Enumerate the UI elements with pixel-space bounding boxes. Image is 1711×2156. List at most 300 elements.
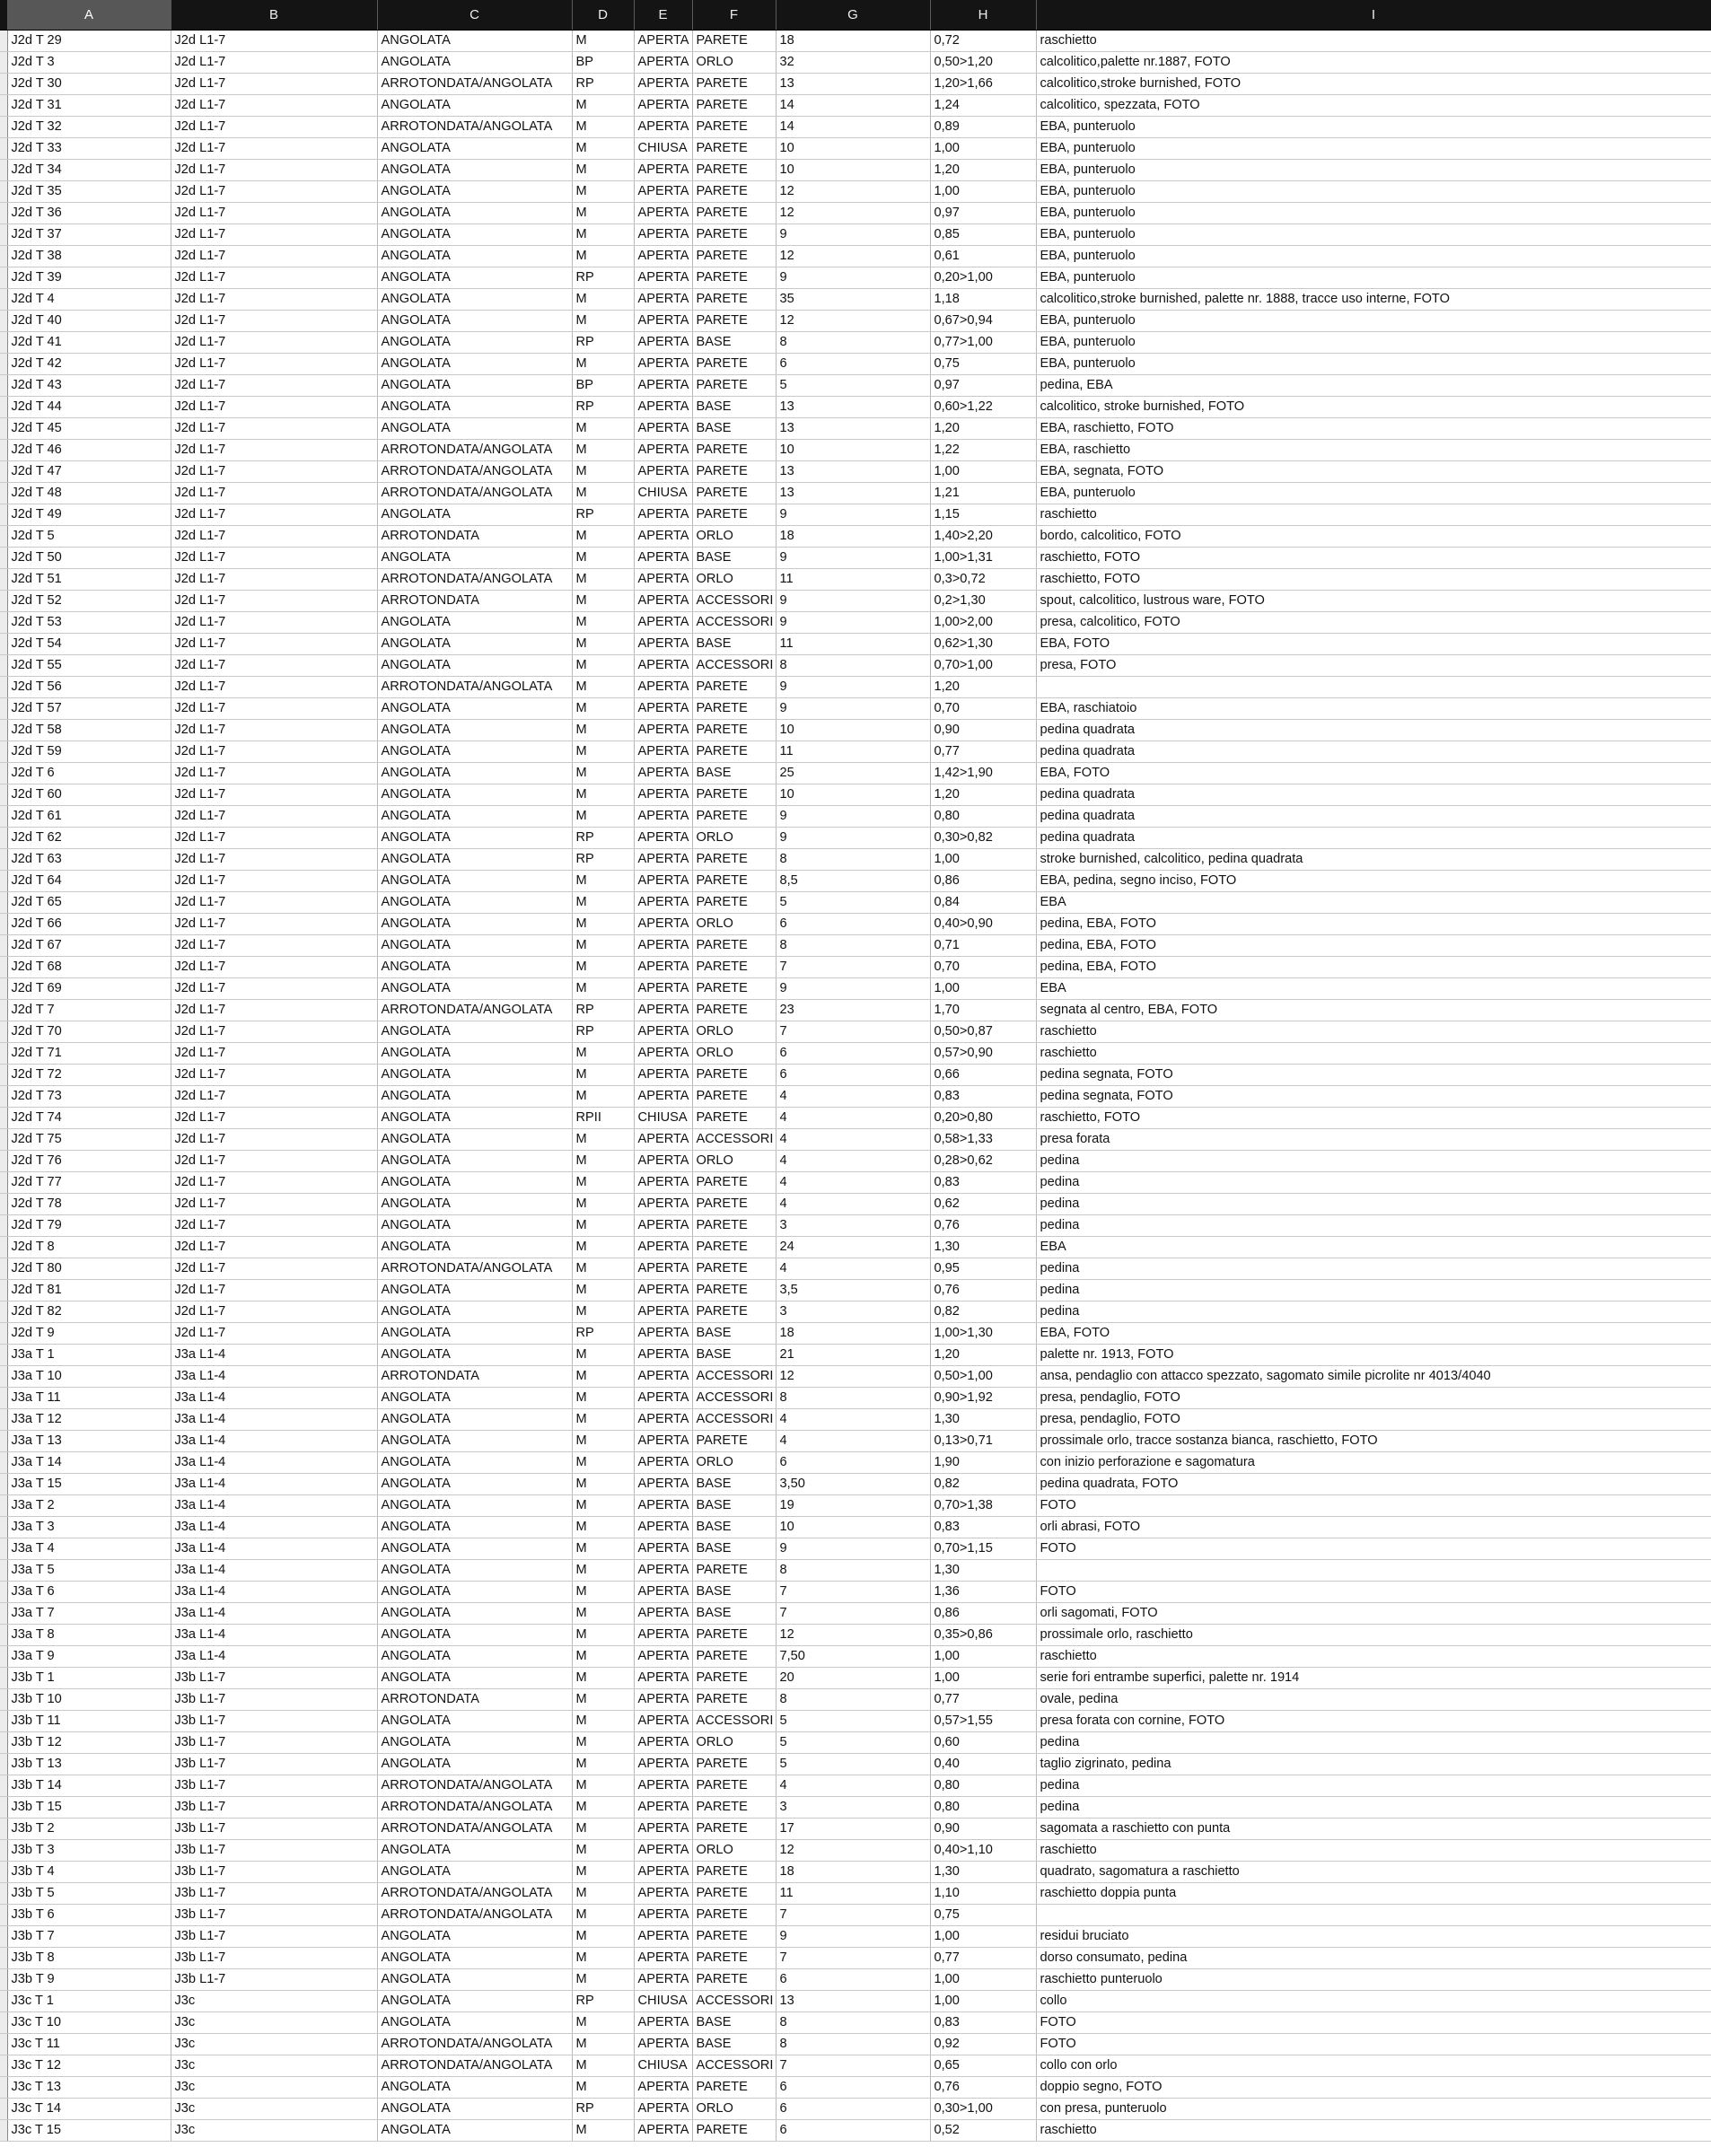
cell-d[interactable]: M: [572, 806, 634, 828]
row-gutter[interactable]: [0, 634, 7, 655]
cell-g[interactable]: 3: [776, 1215, 930, 1237]
cell-h[interactable]: 0,86: [930, 1603, 1036, 1625]
row-gutter[interactable]: [0, 1711, 7, 1732]
cell-e[interactable]: APERTA: [634, 160, 692, 181]
row-gutter[interactable]: [0, 311, 7, 332]
column-header-g[interactable]: G: [776, 0, 930, 31]
cell-c[interactable]: ARROTONDATA: [377, 591, 572, 612]
cell-f[interactable]: ACCESSORI: [692, 612, 776, 634]
cell-e[interactable]: APERTA: [634, 871, 692, 892]
cell-e[interactable]: APERTA: [634, 957, 692, 978]
cell-a[interactable]: J2d T 37: [7, 224, 171, 246]
cell-a[interactable]: J2d T 39: [7, 267, 171, 289]
cell-a[interactable]: J2d T 53: [7, 612, 171, 634]
cell-g[interactable]: 18: [776, 1323, 930, 1345]
cell-d[interactable]: M: [572, 2077, 634, 2099]
cell-b[interactable]: J2d L1-7: [171, 1258, 377, 1280]
cell-d[interactable]: M: [572, 591, 634, 612]
cell-h[interactable]: 0,82: [930, 1474, 1036, 1495]
cell-i[interactable]: raschietto: [1036, 1043, 1711, 1065]
cell-e[interactable]: APERTA: [634, 354, 692, 375]
cell-a[interactable]: J2d T 74: [7, 1108, 171, 1129]
cell-d[interactable]: M: [572, 1668, 634, 1689]
cell-f[interactable]: BASE: [692, 634, 776, 655]
cell-a[interactable]: J2d T 44: [7, 397, 171, 418]
cell-c[interactable]: ANGOLATA: [377, 1345, 572, 1366]
cell-e[interactable]: APERTA: [634, 935, 692, 957]
cell-c[interactable]: ANGOLATA: [377, 1280, 572, 1301]
cell-a[interactable]: J3a T 6: [7, 1582, 171, 1603]
cell-b[interactable]: J2d L1-7: [171, 267, 377, 289]
cell-h[interactable]: 1,70: [930, 1000, 1036, 1021]
cell-g[interactable]: 11: [776, 741, 930, 763]
cell-f[interactable]: ORLO: [692, 526, 776, 548]
cell-h[interactable]: 0,83: [930, 2012, 1036, 2034]
cell-b[interactable]: J3b L1-7: [171, 1689, 377, 1711]
cell-b[interactable]: J3a L1-4: [171, 1452, 377, 1474]
cell-d[interactable]: M: [572, 246, 634, 267]
cell-c[interactable]: ANGOLATA: [377, 978, 572, 1000]
row-gutter[interactable]: [0, 1797, 7, 1819]
cell-e[interactable]: APERTA: [634, 849, 692, 871]
cell-e[interactable]: APERTA: [634, 1711, 692, 1732]
cell-f[interactable]: PARETE: [692, 267, 776, 289]
cell-c[interactable]: ANGOLATA: [377, 1625, 572, 1646]
cell-d[interactable]: M: [572, 1452, 634, 1474]
cell-i[interactable]: calcolitico, spezzata, FOTO: [1036, 95, 1711, 117]
cell-c[interactable]: ANGOLATA: [377, 160, 572, 181]
cell-h[interactable]: 0,40>1,10: [930, 1840, 1036, 1862]
cell-d[interactable]: M: [572, 655, 634, 677]
cell-f[interactable]: ACCESSORI: [692, 1388, 776, 1409]
cell-f[interactable]: ACCESSORI: [692, 2055, 776, 2077]
cell-e[interactable]: APERTA: [634, 246, 692, 267]
cell-e[interactable]: APERTA: [634, 224, 692, 246]
cell-b[interactable]: J2d L1-7: [171, 354, 377, 375]
cell-d[interactable]: M: [572, 935, 634, 957]
cell-g[interactable]: 5: [776, 1711, 930, 1732]
cell-h[interactable]: 0,58>1,33: [930, 1129, 1036, 1151]
cell-c[interactable]: ANGOLATA: [377, 375, 572, 397]
cell-i[interactable]: ansa, pendaglio con attacco spezzato, sagomato simile picrolite nr 4013/4040: [1036, 1366, 1711, 1388]
cell-g[interactable]: 8: [776, 655, 930, 677]
row-gutter[interactable]: [0, 332, 7, 354]
cell-i[interactable]: serie fori entrambe superfici, palette nr. 1914: [1036, 1668, 1711, 1689]
cell-e[interactable]: APERTA: [634, 1732, 692, 1754]
cell-i[interactable]: EBA, punteruolo: [1036, 483, 1711, 504]
cell-c[interactable]: ANGOLATA: [377, 720, 572, 741]
cell-i[interactable]: pedina: [1036, 1775, 1711, 1797]
cell-d[interactable]: M: [572, 181, 634, 203]
cell-e[interactable]: APERTA: [634, 397, 692, 418]
cell-f[interactable]: PARETE: [692, 1819, 776, 1840]
cell-g[interactable]: 9: [776, 612, 930, 634]
cell-e[interactable]: APERTA: [634, 504, 692, 526]
cell-b[interactable]: J2d L1-7: [171, 160, 377, 181]
cell-b[interactable]: J3a L1-4: [171, 1495, 377, 1517]
cell-b[interactable]: J3a L1-4: [171, 1517, 377, 1538]
cell-g[interactable]: 14: [776, 117, 930, 138]
cell-h[interactable]: 1,20>1,66: [930, 74, 1036, 95]
cell-d[interactable]: M: [572, 31, 634, 52]
cell-a[interactable]: J3c T 1: [7, 1991, 171, 2012]
cell-f[interactable]: PARETE: [692, 1797, 776, 1819]
cell-b[interactable]: J2d L1-7: [171, 1172, 377, 1194]
cell-f[interactable]: PARETE: [692, 1172, 776, 1194]
cell-a[interactable]: J2d T 77: [7, 1172, 171, 1194]
cell-h[interactable]: 1,00: [930, 1991, 1036, 2012]
cell-c[interactable]: ANGOLATA: [377, 849, 572, 871]
cell-e[interactable]: APERTA: [634, 95, 692, 117]
cell-h[interactable]: 0,83: [930, 1172, 1036, 1194]
row-gutter[interactable]: [0, 1194, 7, 1215]
cell-e[interactable]: APERTA: [634, 1237, 692, 1258]
cell-c[interactable]: ANGOLATA: [377, 1840, 572, 1862]
cell-b[interactable]: J2d L1-7: [171, 397, 377, 418]
cell-b[interactable]: J3b L1-7: [171, 1969, 377, 1991]
cell-d[interactable]: M: [572, 1366, 634, 1388]
cell-i[interactable]: FOTO: [1036, 1582, 1711, 1603]
cell-e[interactable]: APERTA: [634, 914, 692, 935]
cell-a[interactable]: J3b T 12: [7, 1732, 171, 1754]
cell-c[interactable]: ANGOLATA: [377, 289, 572, 311]
cell-a[interactable]: J2d T 60: [7, 784, 171, 806]
cell-d[interactable]: M: [572, 289, 634, 311]
cell-g[interactable]: 3: [776, 1301, 930, 1323]
cell-d[interactable]: M: [572, 1215, 634, 1237]
cell-g[interactable]: 3,50: [776, 1474, 930, 1495]
row-gutter[interactable]: [0, 720, 7, 741]
cell-h[interactable]: 0,20>1,00: [930, 267, 1036, 289]
cell-c[interactable]: ANGOLATA: [377, 1431, 572, 1452]
cell-g[interactable]: 5: [776, 1754, 930, 1775]
cell-e[interactable]: APERTA: [634, 1840, 692, 1862]
cell-i[interactable]: EBA, FOTO: [1036, 634, 1711, 655]
cell-i[interactable]: raschietto, FOTO: [1036, 1108, 1711, 1129]
cell-d[interactable]: M: [572, 1732, 634, 1754]
cell-e[interactable]: APERTA: [634, 117, 692, 138]
cell-h[interactable]: 0,57>0,90: [930, 1043, 1036, 1065]
row-gutter[interactable]: [0, 1991, 7, 2012]
cell-b[interactable]: J2d L1-7: [171, 1301, 377, 1323]
cell-h[interactable]: 1,10: [930, 1883, 1036, 1905]
cell-a[interactable]: J3a T 12: [7, 1409, 171, 1431]
cell-a[interactable]: J3a T 14: [7, 1452, 171, 1474]
cell-d[interactable]: M: [572, 677, 634, 698]
cell-g[interactable]: 9: [776, 224, 930, 246]
cell-c[interactable]: ARROTONDATA/ANGOLATA: [377, 74, 572, 95]
cell-f[interactable]: PARETE: [692, 1969, 776, 1991]
cell-f[interactable]: ORLO: [692, 1840, 776, 1862]
cell-h[interactable]: 0,75: [930, 354, 1036, 375]
cell-c[interactable]: ARROTONDATA: [377, 1366, 572, 1388]
cell-e[interactable]: APERTA: [634, 806, 692, 828]
row-gutter[interactable]: [0, 1646, 7, 1668]
cell-c[interactable]: ANGOLATA: [377, 246, 572, 267]
cell-c[interactable]: ANGOLATA: [377, 763, 572, 784]
cell-d[interactable]: M: [572, 224, 634, 246]
cell-d[interactable]: M: [572, 978, 634, 1000]
cell-e[interactable]: APERTA: [634, 1797, 692, 1819]
cell-c[interactable]: ANGOLATA: [377, 2120, 572, 2142]
cell-g[interactable]: 18: [776, 31, 930, 52]
cell-e[interactable]: APERTA: [634, 892, 692, 914]
cell-c[interactable]: ANGOLATA: [377, 181, 572, 203]
row-gutter[interactable]: [0, 1151, 7, 1172]
cell-h[interactable]: 0,70: [930, 698, 1036, 720]
cell-i[interactable]: raschietto doppia punta: [1036, 1883, 1711, 1905]
cell-a[interactable]: J3a T 15: [7, 1474, 171, 1495]
cell-c[interactable]: ANGOLATA: [377, 957, 572, 978]
cell-b[interactable]: J3b L1-7: [171, 1711, 377, 1732]
cell-b[interactable]: J2d L1-7: [171, 1021, 377, 1043]
cell-a[interactable]: J2d T 35: [7, 181, 171, 203]
cell-f[interactable]: ORLO: [692, 828, 776, 849]
row-gutter[interactable]: [0, 1905, 7, 1926]
cell-a[interactable]: J3b T 4: [7, 1862, 171, 1883]
cell-b[interactable]: J2d L1-7: [171, 741, 377, 763]
cell-b[interactable]: J2d L1-7: [171, 871, 377, 892]
cell-h[interactable]: 0,52: [930, 2120, 1036, 2142]
cell-h[interactable]: 0,40>0,90: [930, 914, 1036, 935]
cell-h[interactable]: 1,18: [930, 289, 1036, 311]
cell-g[interactable]: 3: [776, 1797, 930, 1819]
column-header-e[interactable]: E: [634, 0, 692, 31]
cell-f[interactable]: PARETE: [692, 203, 776, 224]
cell-e[interactable]: APERTA: [634, 267, 692, 289]
cell-g[interactable]: 6: [776, 2099, 930, 2120]
cell-d[interactable]: M: [572, 1517, 634, 1538]
cell-h[interactable]: 0,3>0,72: [930, 569, 1036, 591]
cell-h[interactable]: 0,13>0,71: [930, 1431, 1036, 1452]
cell-h[interactable]: 0,50>1,00: [930, 1366, 1036, 1388]
cell-i[interactable]: FOTO: [1036, 1495, 1711, 1517]
cell-c[interactable]: ANGOLATA: [377, 138, 572, 160]
cell-d[interactable]: M: [572, 2012, 634, 2034]
cell-g[interactable]: 9: [776, 1538, 930, 1560]
cell-h[interactable]: 1,90: [930, 1452, 1036, 1474]
cell-a[interactable]: J3b T 13: [7, 1754, 171, 1775]
cell-d[interactable]: RP: [572, 504, 634, 526]
row-gutter[interactable]: [0, 1495, 7, 1517]
cell-g[interactable]: 7: [776, 1021, 930, 1043]
cell-a[interactable]: J2d T 36: [7, 203, 171, 224]
cell-d[interactable]: M: [572, 1495, 634, 1517]
cell-c[interactable]: ANGOLATA: [377, 1603, 572, 1625]
cell-f[interactable]: PARETE: [692, 1668, 776, 1689]
cell-a[interactable]: J3b T 8: [7, 1948, 171, 1969]
cell-e[interactable]: APERTA: [634, 1775, 692, 1797]
cell-c[interactable]: ANGOLATA: [377, 203, 572, 224]
cell-f[interactable]: PARETE: [692, 181, 776, 203]
cell-e[interactable]: APERTA: [634, 1646, 692, 1668]
cell-c[interactable]: ANGOLATA: [377, 1021, 572, 1043]
cell-h[interactable]: 1,20: [930, 784, 1036, 806]
cell-a[interactable]: J2d T 43: [7, 375, 171, 397]
cell-a[interactable]: J3a T 7: [7, 1603, 171, 1625]
row-gutter[interactable]: [0, 1754, 7, 1775]
row-gutter[interactable]: [0, 1431, 7, 1452]
cell-e[interactable]: APERTA: [634, 1495, 692, 1517]
cell-f[interactable]: PARETE: [692, 246, 776, 267]
cell-h[interactable]: 1,20: [930, 677, 1036, 698]
cell-d[interactable]: M: [572, 1560, 634, 1582]
cell-a[interactable]: J2d T 58: [7, 720, 171, 741]
cell-c[interactable]: ANGOLATA: [377, 2077, 572, 2099]
row-gutter[interactable]: [0, 698, 7, 720]
cell-b[interactable]: J2d L1-7: [171, 828, 377, 849]
row-gutter[interactable]: [0, 461, 7, 483]
row-gutter[interactable]: [0, 763, 7, 784]
cell-h[interactable]: 0,57>1,55: [930, 1711, 1036, 1732]
cell-c[interactable]: ANGOLATA: [377, 332, 572, 354]
cell-b[interactable]: J3c: [171, 2034, 377, 2055]
cell-g[interactable]: 6: [776, 914, 930, 935]
cell-a[interactable]: J2d T 62: [7, 828, 171, 849]
cell-i[interactable]: doppio segno, FOTO: [1036, 2077, 1711, 2099]
cell-d[interactable]: M: [572, 1840, 634, 1862]
cell-f[interactable]: PARETE: [692, 160, 776, 181]
cell-h[interactable]: 1,00: [930, 1926, 1036, 1948]
cell-b[interactable]: J2d L1-7: [171, 461, 377, 483]
row-gutter[interactable]: [0, 612, 7, 634]
cell-e[interactable]: APERTA: [634, 52, 692, 74]
cell-i[interactable]: presa forata con cornine, FOTO: [1036, 1711, 1711, 1732]
cell-a[interactable]: J3a T 13: [7, 1431, 171, 1452]
cell-g[interactable]: 8: [776, 935, 930, 957]
cell-g[interactable]: 14: [776, 95, 930, 117]
row-gutter[interactable]: [0, 548, 7, 569]
cell-d[interactable]: RP: [572, 1000, 634, 1021]
cell-g[interactable]: 13: [776, 483, 930, 504]
cell-h[interactable]: 1,00: [930, 1646, 1036, 1668]
cell-a[interactable]: J2d T 54: [7, 634, 171, 655]
cell-i[interactable]: pedina, EBA, FOTO: [1036, 957, 1711, 978]
cell-f[interactable]: PARETE: [692, 504, 776, 526]
cell-i[interactable]: EBA, punteruolo: [1036, 181, 1711, 203]
cell-f[interactable]: ACCESSORI: [692, 1991, 776, 2012]
cell-b[interactable]: J2d L1-7: [171, 440, 377, 461]
cell-c[interactable]: ARROTONDATA/ANGOLATA: [377, 1905, 572, 1926]
cell-h[interactable]: 1,30: [930, 1862, 1036, 1883]
row-gutter[interactable]: [0, 160, 7, 181]
cell-b[interactable]: J3b L1-7: [171, 1862, 377, 1883]
cell-e[interactable]: APERTA: [634, 1366, 692, 1388]
cell-i[interactable]: presa forata: [1036, 1129, 1711, 1151]
cell-f[interactable]: PARETE: [692, 1258, 776, 1280]
cell-g[interactable]: 35: [776, 289, 930, 311]
cell-b[interactable]: J2d L1-7: [171, 181, 377, 203]
cell-g[interactable]: 25: [776, 763, 930, 784]
cell-g[interactable]: 8: [776, 2034, 930, 2055]
cell-h[interactable]: 1,22: [930, 440, 1036, 461]
cell-f[interactable]: PARETE: [692, 1905, 776, 1926]
cell-b[interactable]: J3b L1-7: [171, 1797, 377, 1819]
cell-b[interactable]: J3b L1-7: [171, 1905, 377, 1926]
cell-c[interactable]: ANGOLATA: [377, 871, 572, 892]
cell-a[interactable]: J2d T 6: [7, 763, 171, 784]
cell-a[interactable]: J3a T 4: [7, 1538, 171, 1560]
cell-a[interactable]: J2d T 72: [7, 1065, 171, 1086]
cell-b[interactable]: J2d L1-7: [171, 138, 377, 160]
cell-i[interactable]: raschietto: [1036, 2120, 1711, 2142]
cell-e[interactable]: APERTA: [634, 612, 692, 634]
cell-g[interactable]: 20: [776, 1668, 930, 1689]
cell-e[interactable]: APERTA: [634, 1538, 692, 1560]
cell-f[interactable]: PARETE: [692, 1215, 776, 1237]
cell-c[interactable]: ANGOLATA: [377, 1452, 572, 1474]
cell-a[interactable]: J2d T 50: [7, 548, 171, 569]
cell-h[interactable]: 0,65: [930, 2055, 1036, 2077]
cell-e[interactable]: APERTA: [634, 203, 692, 224]
cell-h[interactable]: 1,42>1,90: [930, 763, 1036, 784]
cell-c[interactable]: ANGOLATA: [377, 1711, 572, 1732]
cell-f[interactable]: PARETE: [692, 375, 776, 397]
row-gutter[interactable]: [0, 871, 7, 892]
cell-f[interactable]: PARETE: [692, 1086, 776, 1108]
select-all-corner[interactable]: [0, 0, 7, 31]
cell-a[interactable]: J3a T 10: [7, 1366, 171, 1388]
cell-f[interactable]: PARETE: [692, 978, 776, 1000]
cell-g[interactable]: 4: [776, 1409, 930, 1431]
cell-g[interactable]: 9: [776, 591, 930, 612]
cell-c[interactable]: ANGOLATA: [377, 1215, 572, 1237]
cell-e[interactable]: APERTA: [634, 2012, 692, 2034]
cell-a[interactable]: J2d T 79: [7, 1215, 171, 1237]
cell-d[interactable]: M: [572, 741, 634, 763]
cell-i[interactable]: pedina segnata, FOTO: [1036, 1086, 1711, 1108]
cell-i[interactable]: pedina, EBA, FOTO: [1036, 935, 1711, 957]
cell-b[interactable]: J2d L1-7: [171, 677, 377, 698]
cell-i[interactable]: residui bruciato: [1036, 1926, 1711, 1948]
cell-i[interactable]: dorso consumato, pedina: [1036, 1948, 1711, 1969]
cell-h[interactable]: 0,77: [930, 1689, 1036, 1711]
cell-c[interactable]: ANGOLATA: [377, 1409, 572, 1431]
cell-b[interactable]: J2d L1-7: [171, 483, 377, 504]
cell-i[interactable]: pedina: [1036, 1215, 1711, 1237]
cell-f[interactable]: BASE: [692, 1345, 776, 1366]
cell-d[interactable]: M: [572, 1474, 634, 1495]
row-gutter[interactable]: [0, 1560, 7, 1582]
cell-d[interactable]: M: [572, 95, 634, 117]
cell-b[interactable]: J2d L1-7: [171, 634, 377, 655]
cell-c[interactable]: ANGOLATA: [377, 2099, 572, 2120]
cell-i[interactable]: [1036, 1905, 1711, 1926]
row-gutter[interactable]: [0, 203, 7, 224]
cell-f[interactable]: PARETE: [692, 957, 776, 978]
cell-e[interactable]: APERTA: [634, 1065, 692, 1086]
cell-h[interactable]: 0,30>1,00: [930, 2099, 1036, 2120]
cell-h[interactable]: 0,95: [930, 1258, 1036, 1280]
cell-d[interactable]: M: [572, 311, 634, 332]
cell-i[interactable]: raschietto: [1036, 1840, 1711, 1862]
cell-a[interactable]: J2d T 33: [7, 138, 171, 160]
row-gutter[interactable]: [0, 1926, 7, 1948]
cell-e[interactable]: APERTA: [634, 720, 692, 741]
cell-d[interactable]: M: [572, 526, 634, 548]
cell-i[interactable]: collo con orlo: [1036, 2055, 1711, 2077]
cell-h[interactable]: 1,20: [930, 418, 1036, 440]
row-gutter[interactable]: [0, 483, 7, 504]
cell-a[interactable]: J3b T 3: [7, 1840, 171, 1862]
cell-b[interactable]: J2d L1-7: [171, 1108, 377, 1129]
row-gutter[interactable]: [0, 1883, 7, 1905]
cell-b[interactable]: J3a L1-4: [171, 1538, 377, 1560]
cell-b[interactable]: J2d L1-7: [171, 784, 377, 806]
cell-b[interactable]: J2d L1-7: [171, 720, 377, 741]
column-header-f[interactable]: F: [692, 0, 776, 31]
cell-i[interactable]: presa, pendaglio, FOTO: [1036, 1388, 1711, 1409]
